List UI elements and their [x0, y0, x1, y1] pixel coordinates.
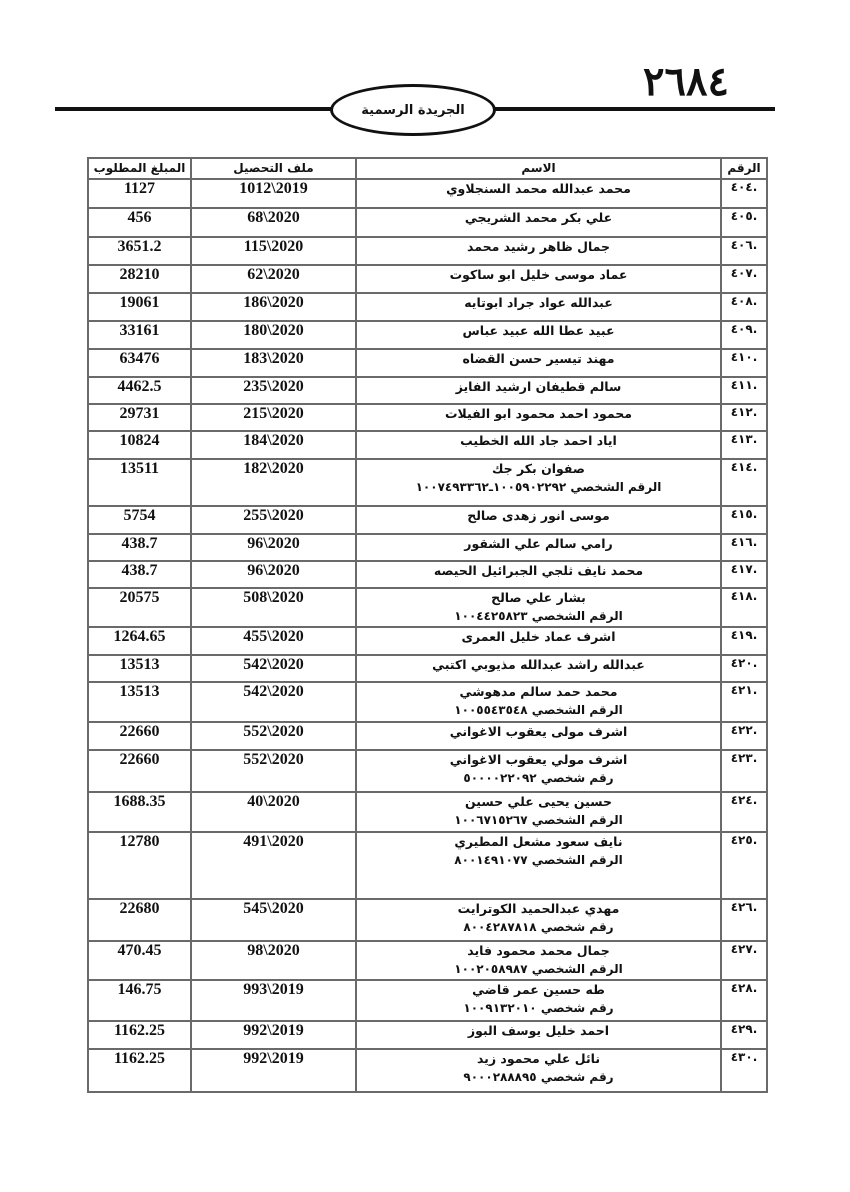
personal-id: الرقم الشخصي ١٠٠٥٥٤٣٥٤٨: [454, 703, 623, 717]
row-number: .٤٠٦: [721, 237, 767, 265]
publication-title: الجريدة الرسمية: [361, 102, 465, 118]
collection-file: 40\2020: [191, 792, 356, 832]
person-name: محمود احمد محمود ابو الفيلات: [444, 406, 632, 421]
table-row: [88, 265, 767, 293]
row-name-cell: [356, 561, 721, 588]
table-row: [88, 980, 767, 1021]
row-number: .٤٢٣: [721, 750, 767, 792]
table-row: [88, 179, 767, 208]
amount-due: 13511: [88, 459, 191, 506]
person-name: علي بكر محمد الشريجي: [464, 210, 613, 225]
person-name: جمال محمد محمود فايد: [467, 943, 610, 958]
amount-due: 28210: [88, 265, 191, 293]
row-number: .٤٣٠: [721, 1049, 767, 1092]
table-row: [88, 1021, 767, 1049]
amount-due: 4462.5: [88, 377, 191, 404]
table-row: [88, 750, 767, 792]
table-row: [88, 1049, 767, 1092]
debtors-table: [87, 157, 768, 1093]
amount-due: 1688.35: [88, 792, 191, 832]
table-row: [88, 208, 767, 237]
person-name: احمد خليل يوسف البوز: [467, 1023, 610, 1038]
row-name-cell: [356, 1021, 721, 1049]
row-number: .٤٠٩: [721, 321, 767, 349]
amount-due: 1264.65: [88, 627, 191, 655]
row-number: .٤٠٧: [721, 265, 767, 293]
row-name-cell: [356, 750, 721, 792]
collection-file: 508\2020: [191, 588, 356, 627]
collection-file: 68\2020: [191, 208, 356, 237]
table-row: [88, 506, 767, 534]
row-number: .٤١٠: [721, 349, 767, 377]
row-name-cell: [356, 431, 721, 459]
personal-id: رقم شخصي ٥٠٠٠٠٢٢٠٩٢: [463, 771, 614, 785]
person-name: اشرف عماد خليل العمرى: [461, 629, 616, 644]
row-name-cell: [356, 792, 721, 832]
page-number: ٢٦٨٤: [643, 58, 729, 105]
amount-due: 1127: [88, 179, 191, 208]
table-row: [88, 293, 767, 321]
collection-file: 235\2020: [191, 377, 356, 404]
table-row: [88, 349, 767, 377]
person-name: عبدالله راشد عبدالله مذيوبي اكتبي: [432, 657, 645, 672]
row-number: .٤١٥: [721, 506, 767, 534]
person-name: اشرف مولى يعقوب الاغواني: [449, 724, 628, 739]
row-name-cell: [356, 349, 721, 377]
amount-due: 456: [88, 208, 191, 237]
row-name-cell: [356, 941, 721, 980]
amount-due: 1162.25: [88, 1021, 191, 1049]
person-name: طه حسين عمر قاضي: [472, 982, 605, 997]
table-row: [88, 899, 767, 941]
amount-due: 438.7: [88, 534, 191, 561]
amount-due: 1162.25: [88, 1049, 191, 1092]
amount-due: 33161: [88, 321, 191, 349]
amount-due: 146.75: [88, 980, 191, 1021]
row-number: .٤١٧: [721, 561, 767, 588]
collection-file: 1012\2019: [191, 179, 356, 208]
collection-file: 184\2020: [191, 431, 356, 459]
collection-file: 255\2020: [191, 506, 356, 534]
collection-file: 552\2020: [191, 722, 356, 750]
amount-due: 470.45: [88, 941, 191, 980]
row-number: .٤١٩: [721, 627, 767, 655]
row-name-cell: [356, 722, 721, 750]
table-row: [88, 792, 767, 832]
personal-id: رقم شخصي ٩٠٠٠٢٨٨٨٩٥: [463, 1070, 614, 1084]
personal-id: الرقم الشخصي ٨٠٠١٤٩١٠٧٧: [454, 853, 623, 867]
person-name: مهند تيسير حسن القضاه: [462, 351, 615, 366]
row-name-cell: [356, 404, 721, 431]
row-number: .٤٢٧: [721, 941, 767, 980]
table-row: [88, 237, 767, 265]
row-name-cell: [356, 237, 721, 265]
row-number: .٤١٦: [721, 534, 767, 561]
row-number: .٤١٣: [721, 431, 767, 459]
collection-file: 545\2020: [191, 899, 356, 941]
personal-id: الرقم الشخصي ١٠٠٢٠٥٨٩٨٧: [454, 962, 623, 976]
amount-due: 13513: [88, 682, 191, 722]
person-name: موسى انور زهدى صالح: [467, 508, 610, 523]
person-name: محمد حمد سالم مدهوشي: [459, 684, 618, 699]
amount-due: 5754: [88, 506, 191, 534]
amount-due: 29731: [88, 404, 191, 431]
person-name: عبدالله عواد جراد ابوتايه: [464, 295, 613, 310]
table-row: [88, 655, 767, 682]
amount-due: 22680: [88, 899, 191, 941]
row-number: .٤٢٥: [721, 832, 767, 899]
amount-due: 12780: [88, 832, 191, 899]
table-row: [88, 404, 767, 431]
row-name-cell: [356, 899, 721, 941]
row-name-cell: [356, 506, 721, 534]
table-row: [88, 561, 767, 588]
table-row: [88, 534, 767, 561]
row-number: .٤١٤: [721, 459, 767, 506]
row-name-cell: [356, 588, 721, 627]
column-header-collection-file: ملف التحصيل: [191, 158, 356, 179]
person-name: مهدي عبدالحميد الكوترايت: [457, 901, 620, 916]
row-number: .٤٢٤: [721, 792, 767, 832]
personal-id: الرقم الشخصي ١٠٠٥٩٠٢٢٩٢ـ١٠٠٧٤٩٣٣٦٢: [415, 480, 662, 494]
row-number: .٤٠٨: [721, 293, 767, 321]
amount-due: 63476: [88, 349, 191, 377]
table-row: [88, 832, 767, 899]
table-row: [88, 941, 767, 980]
personal-id: رقم شخصي ٨٠٠٤٢٨٧٨١٨: [463, 920, 614, 934]
person-name: اياد احمد جاد الله الخطيب: [460, 433, 617, 448]
collection-file: 115\2020: [191, 237, 356, 265]
person-name: عماد موسى خليل ابو ساكوت: [449, 267, 628, 282]
table-row: [88, 588, 767, 627]
collection-file: 180\2020: [191, 321, 356, 349]
table-row: [88, 321, 767, 349]
row-number: .٤٠٥: [721, 208, 767, 237]
table-row: [88, 627, 767, 655]
person-name: سالم قطيفان ارشيد الفايز: [455, 379, 622, 394]
column-header-name: الاسم: [356, 158, 721, 179]
row-name-cell: [356, 265, 721, 293]
collection-file: 542\2020: [191, 655, 356, 682]
row-name-cell: [356, 321, 721, 349]
row-number: .٤١١: [721, 377, 767, 404]
row-name-cell: [356, 208, 721, 237]
amount-due: 19061: [88, 293, 191, 321]
row-name-cell: [356, 832, 721, 899]
row-number: .٤٠٤: [721, 179, 767, 208]
table-row: [88, 459, 767, 506]
column-header-amount-due: المبلغ المطلوب: [88, 158, 191, 179]
collection-file: 96\2020: [191, 561, 356, 588]
row-name-cell: [356, 293, 721, 321]
person-name: بشار علي صالح: [491, 590, 586, 605]
table-row: [88, 722, 767, 750]
person-name: جمال ظاهر رشيد محمد: [466, 239, 611, 254]
personal-id: الرقم الشخصي ١٠٠٤٤٢٥٨٢٣: [454, 609, 623, 623]
amount-due: 22660: [88, 750, 191, 792]
publication-title-oval: [330, 84, 496, 136]
collection-file: 215\2020: [191, 404, 356, 431]
row-name-cell: [356, 655, 721, 682]
collection-file: 455\2020: [191, 627, 356, 655]
row-number: .٤٢٨: [721, 980, 767, 1021]
person-name: اشرف مولي يعقوب الاغواني: [449, 752, 628, 767]
person-name: نائل علي محمود زيد: [476, 1051, 601, 1066]
row-name-cell: [356, 534, 721, 561]
amount-due: 10824: [88, 431, 191, 459]
personal-id: رقم شخصي ١٠٠٩١٣٢٠١٠: [463, 1001, 614, 1015]
row-name-cell: [356, 980, 721, 1021]
person-name: صفوان بكر جك: [492, 461, 585, 476]
column-header-number: الرقم: [721, 158, 767, 179]
row-number: .٤٢٦: [721, 899, 767, 941]
row-number: .٤٢٩: [721, 1021, 767, 1049]
collection-file: 182\2020: [191, 459, 356, 506]
amount-due: 438.7: [88, 561, 191, 588]
person-name: محمد نايف ثلجي الجبرائيل الحيصه: [433, 563, 644, 578]
collection-file: 186\2020: [191, 293, 356, 321]
table-body: [88, 179, 767, 1092]
person-name: محمد عبدالله محمد السنجلاوي: [446, 181, 631, 196]
person-name: حسين يحيى علي حسين: [465, 794, 612, 809]
amount-due: 13513: [88, 655, 191, 682]
person-name: نايف سعود مشعل المطيري: [454, 834, 623, 849]
collection-file: 992\2019: [191, 1021, 356, 1049]
amount-due: 3651.2: [88, 237, 191, 265]
row-number: .٤١٨: [721, 588, 767, 627]
row-name-cell: [356, 1049, 721, 1092]
row-number: .٤١٢: [721, 404, 767, 431]
table-row: [88, 431, 767, 459]
row-name-cell: [356, 377, 721, 404]
table-row: [88, 377, 767, 404]
collection-file: 62\2020: [191, 265, 356, 293]
collection-file: 993\2019: [191, 980, 356, 1021]
collection-file: 98\2020: [191, 941, 356, 980]
amount-due: 22660: [88, 722, 191, 750]
row-number: .٤٢٠: [721, 655, 767, 682]
row-number: .٤٢١: [721, 682, 767, 722]
table-header-row: [88, 158, 767, 179]
amount-due: 20575: [88, 588, 191, 627]
row-name-cell: [356, 682, 721, 722]
collection-file: 542\2020: [191, 682, 356, 722]
person-name: عبيد عطا الله عبيد عباس: [462, 323, 615, 338]
collection-file: 96\2020: [191, 534, 356, 561]
person-name: رامي سالم علي الشقور: [464, 536, 613, 551]
collection-file: 491\2020: [191, 832, 356, 899]
row-name-cell: [356, 627, 721, 655]
table-row: [88, 682, 767, 722]
collection-file: 183\2020: [191, 349, 356, 377]
collection-file: 552\2020: [191, 750, 356, 792]
personal-id: الرقم الشخصي ١٠٠٦٧١٥٢٦٧: [454, 813, 623, 827]
collection-file: 992\2019: [191, 1049, 356, 1092]
row-name-cell: [356, 179, 721, 208]
row-number: .٤٢٢: [721, 722, 767, 750]
row-name-cell: [356, 459, 721, 506]
